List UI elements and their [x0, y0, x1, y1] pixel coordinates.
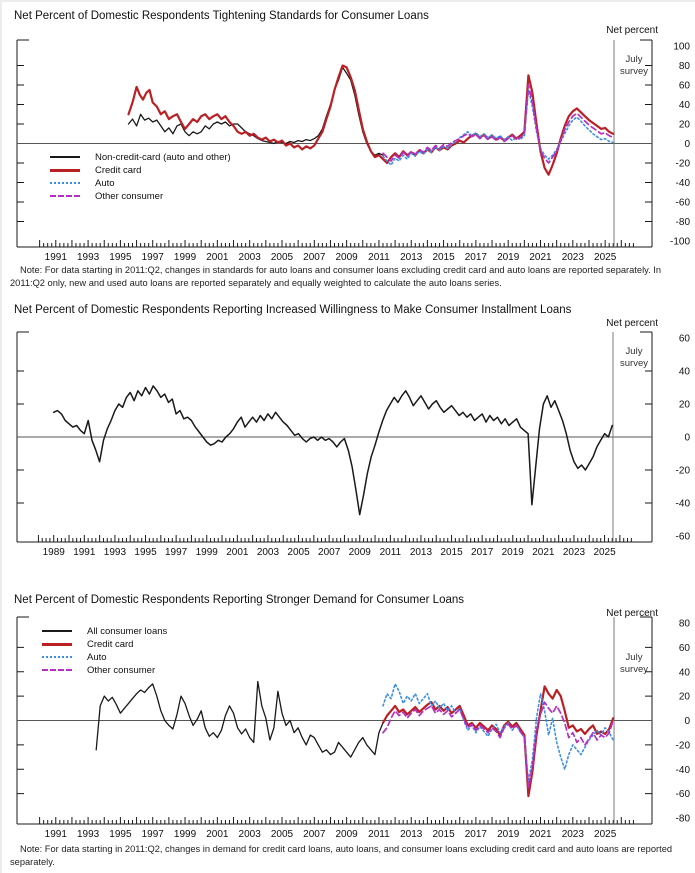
chart1-legend — [50, 152, 231, 201]
chart2-title: Net Percent of Domestic Respondents Reporting Increased Willingness to Make Consumer Installment Loans — [14, 304, 572, 316]
svg-text:2003: 2003 — [256, 547, 280, 558]
svg-text:-40: -40 — [675, 498, 690, 510]
svg-text:2009: 2009 — [348, 547, 371, 558]
chart2-net-percent-label: Net percent — [606, 318, 658, 329]
legend-label: Credit card — [95, 164, 142, 176]
legend-label: Other consumer — [95, 190, 164, 202]
svg-text:1989: 1989 — [42, 547, 65, 558]
svg-text:1993: 1993 — [76, 252, 100, 263]
svg-text:1993: 1993 — [76, 829, 100, 840]
chart3-net-percent-label: Net percent — [606, 608, 658, 619]
svg-text:2019: 2019 — [497, 829, 520, 840]
svg-text:2001: 2001 — [226, 547, 249, 558]
svg-text:-60: -60 — [675, 531, 690, 543]
chart3-title: Net Percent of Domestic Respondents Reporting Stronger Demand for Consumer Loans — [14, 594, 465, 606]
svg-text:1993: 1993 — [103, 547, 127, 558]
legend-item-other-consumer — [50, 191, 231, 201]
svg-text:2015: 2015 — [432, 252, 455, 263]
svg-text:2001: 2001 — [206, 829, 229, 840]
svg-text:60: 60 — [678, 642, 690, 654]
svg-text:40: 40 — [678, 366, 690, 378]
svg-text:1991: 1991 — [73, 547, 96, 558]
legend-item-auto — [42, 652, 167, 662]
svg-text:2019: 2019 — [501, 547, 524, 558]
svg-text:20: 20 — [678, 691, 690, 703]
chart1-note: Note: For data starting in 2011:Q2, changes in standards for auto loans and consumer loans excluding credit card and auto loans are reported separately. In 2011:Q2 only, new and used auto loans are reported separately and equally weighted to calculate the auto loans series. — [10, 265, 662, 289]
chart1-july-survey-label: July survey — [620, 54, 648, 78]
chart3-legend — [42, 626, 167, 675]
svg-text:2023: 2023 — [561, 252, 584, 263]
svg-text:1997: 1997 — [165, 547, 188, 558]
svg-text:2023: 2023 — [561, 829, 584, 840]
svg-text:1991: 1991 — [44, 252, 67, 263]
svg-text:-40: -40 — [675, 178, 690, 189]
svg-text:2017: 2017 — [471, 547, 494, 558]
svg-text:2025: 2025 — [593, 547, 616, 558]
svg-text:100: 100 — [673, 41, 690, 53]
chart3-july-survey-label: July survey — [620, 652, 648, 676]
svg-text:2013: 2013 — [400, 252, 423, 263]
svg-text:2011: 2011 — [368, 829, 390, 840]
legend-label: All consumer loans — [87, 625, 168, 637]
svg-text:80: 80 — [678, 618, 690, 630]
svg-text:0: 0 — [684, 432, 690, 444]
legend-item-auto — [50, 178, 231, 188]
svg-text:-80: -80 — [675, 217, 690, 228]
svg-text:2009: 2009 — [335, 252, 358, 263]
svg-text:-20: -20 — [675, 740, 690, 752]
svg-text:1999: 1999 — [173, 252, 197, 263]
legend-item-other-consumer — [42, 665, 167, 675]
line-swatch-black-solid — [50, 156, 80, 158]
svg-text:0: 0 — [684, 139, 690, 150]
svg-text:2005: 2005 — [287, 547, 310, 558]
svg-text:2003: 2003 — [238, 252, 261, 263]
svg-text:2007: 2007 — [303, 252, 326, 263]
svg-text:-60: -60 — [675, 197, 690, 209]
svg-text:-80: -80 — [675, 813, 690, 825]
svg-text:1999: 1999 — [195, 547, 218, 558]
line-swatch-red-solid — [42, 643, 72, 646]
svg-text:1991: 1991 — [44, 829, 67, 840]
svg-text:80: 80 — [678, 61, 690, 72]
legend-item-credit-card — [50, 165, 231, 175]
svg-text:-20: -20 — [675, 158, 690, 170]
svg-text:2019: 2019 — [497, 252, 520, 263]
svg-text:2013: 2013 — [400, 829, 423, 840]
svg-text:2023: 2023 — [562, 547, 586, 558]
svg-text:2015: 2015 — [440, 547, 463, 558]
line-swatch-blue-dotted — [50, 182, 80, 184]
svg-text:2005: 2005 — [270, 829, 294, 840]
svg-text:2007: 2007 — [318, 547, 341, 558]
svg-text:60: 60 — [678, 80, 690, 92]
legend-label: Non-credit-card (auto and other) — [95, 151, 231, 163]
svg-text:0: 0 — [684, 716, 690, 727]
svg-text:40: 40 — [678, 667, 690, 679]
svg-text:2011: 2011 — [368, 252, 390, 263]
svg-text:2021: 2021 — [529, 252, 552, 263]
svg-text:1995: 1995 — [109, 252, 132, 263]
svg-text:1999: 1999 — [173, 829, 197, 840]
svg-text:2005: 2005 — [270, 252, 294, 263]
legend-label: Credit card — [87, 638, 134, 650]
svg-text:2017: 2017 — [464, 829, 488, 840]
svg-text:-100: -100 — [669, 236, 690, 248]
svg-text:20: 20 — [678, 119, 690, 131]
legend-item-credit-card — [42, 639, 167, 649]
line-swatch-magenta-dashed — [50, 195, 80, 197]
legend-item-all-consumer-loans — [42, 626, 167, 636]
legend-item-non-credit-card — [50, 152, 231, 162]
line-swatch-black-solid — [42, 630, 72, 632]
line-swatch-blue-dotted — [42, 656, 72, 658]
svg-text:2015: 2015 — [432, 829, 455, 840]
chart1-title: Net Percent of Domestic Respondents Tightening Standards for Consumer Loans — [14, 10, 429, 22]
svg-text:2025: 2025 — [594, 252, 617, 263]
legend-label: Other consumer — [87, 664, 156, 676]
svg-text:2013: 2013 — [409, 547, 433, 558]
svg-text:-20: -20 — [675, 465, 690, 477]
svg-text:2017: 2017 — [464, 252, 488, 263]
svg-text:2003: 2003 — [238, 829, 261, 840]
svg-text:2021: 2021 — [529, 829, 552, 840]
svg-text:1997: 1997 — [141, 252, 164, 263]
chart2-july-survey-label: July survey — [620, 346, 648, 370]
chart2-canvas-willingness — [2, 328, 695, 562]
chart1-net-percent-label: Net percent — [606, 25, 658, 36]
svg-text:60: 60 — [678, 333, 690, 345]
svg-text:2021: 2021 — [532, 547, 555, 558]
legend-label: Auto — [95, 177, 115, 189]
line-swatch-red-solid — [50, 169, 80, 172]
svg-text:1995: 1995 — [134, 547, 157, 558]
chart3-note: Note: For data starting in 2011:Q2, changes in demand for credit card loans, auto loans, and consumer loans excluding credit card and auto loans are reported separately. — [10, 844, 673, 868]
legend-label: Auto — [87, 651, 107, 663]
svg-text:2001: 2001 — [206, 252, 229, 263]
svg-text:-60: -60 — [675, 789, 690, 801]
svg-text:-40: -40 — [675, 764, 690, 776]
svg-text:2007: 2007 — [303, 829, 326, 840]
line-swatch-magenta-dashed — [42, 669, 72, 671]
svg-text:2011: 2011 — [379, 547, 402, 558]
svg-text:2025: 2025 — [594, 829, 617, 840]
svg-text:40: 40 — [678, 100, 690, 111]
svg-text:2009: 2009 — [335, 829, 358, 840]
svg-text:20: 20 — [678, 399, 690, 411]
svg-text:1997: 1997 — [141, 829, 164, 840]
svg-text:1995: 1995 — [109, 829, 132, 840]
